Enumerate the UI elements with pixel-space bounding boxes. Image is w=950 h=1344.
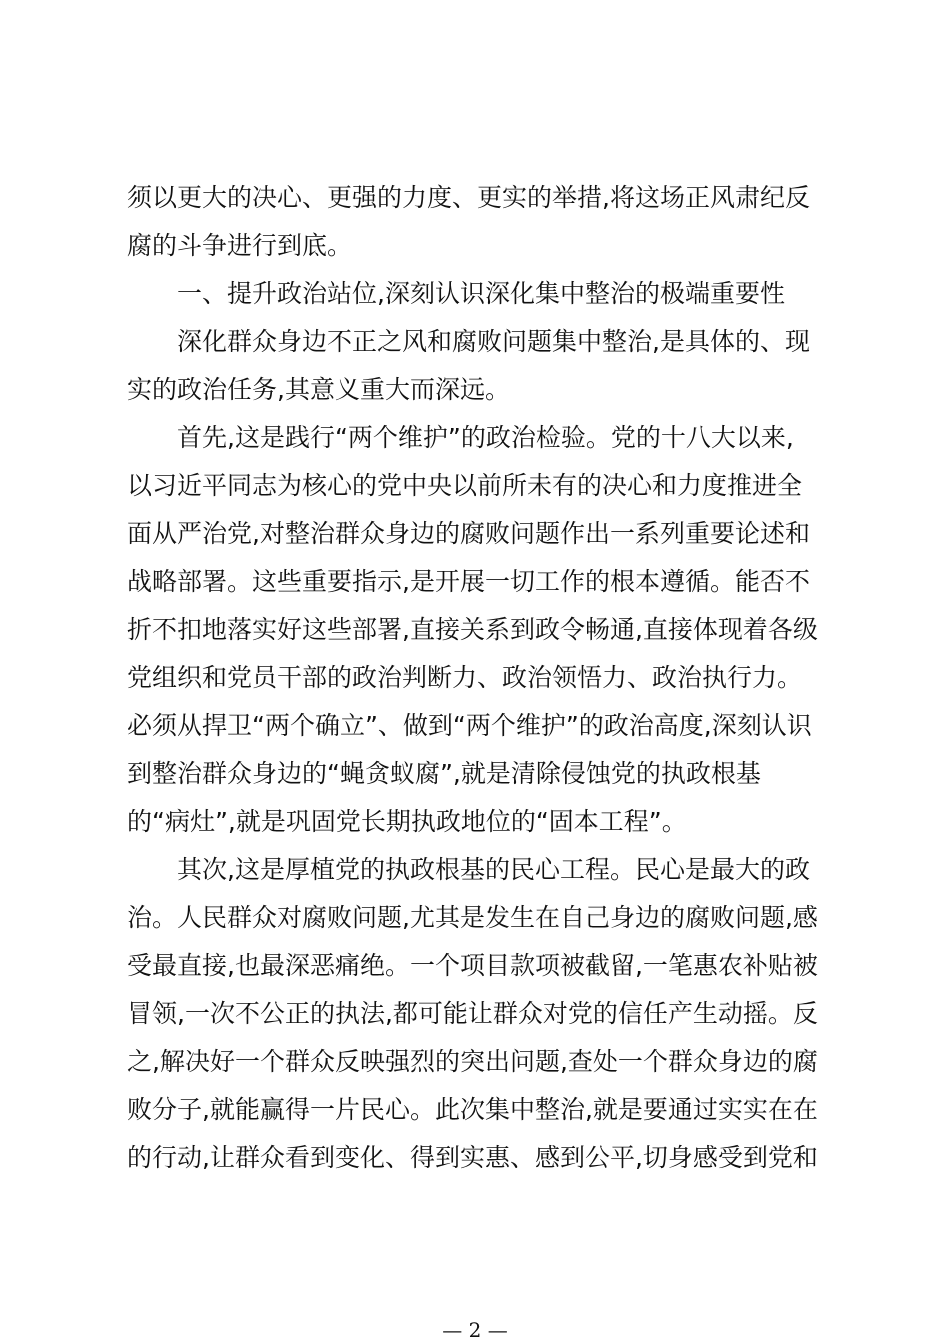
text-line: 的“病灶”,就是巩固党长期执政地位的“固本工程”。 [127,807,687,836]
page-number: — 2 — [442,1318,508,1342]
text-line: 治。人民群众对腐败问题,尤其是发生在自己身边的腐败问题,感 [127,903,818,932]
text-line: 以习近平同志为核心的党中央以前所未有的决心和力度推进全 [127,471,803,500]
text-line: 深化群众身边不正之风和腐败问题集中整治,是具体的、现 [177,327,810,356]
text-line: 首先,这是践行“两个维护”的政治检验。党的十八大以来, [177,423,794,452]
text-line: 腐的斗争进行到底。 [127,231,353,260]
text-line: 的行动,让群众看到变化、得到实惠、感到公平,切身感受到党和 [127,1143,818,1172]
text-line: 之,解决好一个群众反映强烈的突出问题,查处一个群众身边的腐 [127,1047,818,1076]
text-line: 实的政治任务,其意义重大而深远。 [127,375,510,404]
text-line: 面从严治党,对整治群众身边的腐败问题作出一系列重要论述和 [127,519,810,548]
text-line: 冒领,一次不公正的执法,都可能让群众对党的信任产生动摇。反 [127,999,818,1028]
section-heading: 一、提升政治站位,深刻认识深化集中整治的极端重要性 [177,279,785,308]
text-line: 战略部署。这些重要指示,是开展一切工作的根本遵循。能否不 [127,567,810,596]
text-line: 折不扣地落实好这些部署,直接关系到政令畅通,直接体现着各级 [127,615,818,644]
text-line: 其次,这是厚植党的执政根基的民心工程。民心是最大的政 [177,855,810,884]
text-line: 须以更大的决心、更强的力度、更实的举措,将这场正风肃纪反 [127,183,810,212]
text-line: 受最直接,也最深恶痛绝。一个项目款项被截留,一笔惠农补贴被 [127,951,818,980]
text-line: 到整治群众身边的“蝇贪蚁腐”,就是清除侵蚀党的执政根基 [127,759,761,788]
text-line: 败分子,就能赢得一片民心。此次集中整治,就是要通过实实在在 [127,1095,818,1124]
body-text [127,174,827,1182]
text-line: 必须从捍卫“两个确立”、做到“两个维护”的政治高度,深刻认识 [127,711,812,740]
text-line: 党组织和党员干部的政治判断力、政治领悟力、政治执行力。 [127,663,803,692]
